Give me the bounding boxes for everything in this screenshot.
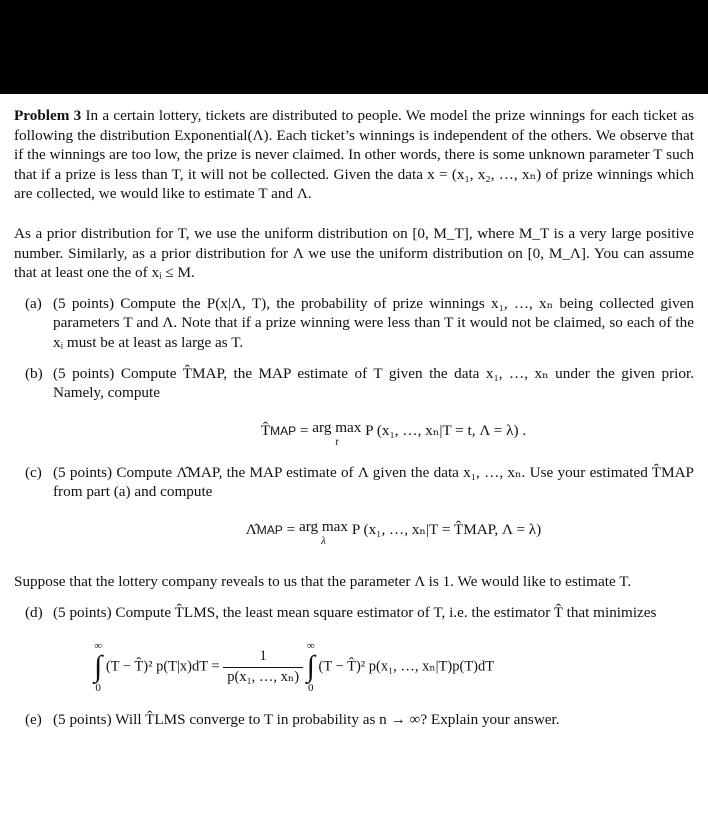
integral-left-sign: ∫ [94, 650, 103, 684]
problem-intro-text: In a certain lottery, tickets are distributed to people. We model the prize winnings for each ticket as following the distribution Exponential(Λ). Each ticket’s winnings is independent of the others. We observe that if the winnings are too low, the prize is never claimed. In other words, there is some unknown parameter T such that if a prize is less than T, it will not be collected. Given the data x = (x₁, x₂, …, xₙ) of prize winnings which are collected, we would like to estimate T and Λ. [14, 107, 694, 203]
problem-intro [14, 106, 694, 204]
eq-b-sub: MAP [270, 423, 297, 438]
integral-left-upper: ∞ [94, 640, 103, 653]
part-e [14, 710, 694, 730]
part-c-label: (c) [25, 463, 42, 481]
integral-right-lower: 0 [308, 682, 314, 695]
problem-title: Problem 3 [14, 107, 82, 124]
eq-b-lhs: T̂ [260, 421, 271, 439]
eq-c-rhs: P (x₁, …, xₙ|T = T̂MAP, Λ = λ) [351, 520, 542, 538]
part-d-integral-equation [14, 640, 694, 694]
part-b [14, 364, 694, 449]
part-a-text: (5 points) Compute the P(x|Λ, T), the probability of prize winnings x₁, …, xₙ being collected given parameters T and Λ. Note that if a prize winning were less than T it would not be claimed, so each of the xᵢ must be at least as large as T. [53, 294, 694, 351]
part-c-equation: Λ̂MAP = arg max λ P (x₁, …, xₙ|T = T̂MAP, Λ = λ) [245, 517, 542, 547]
part-e-label: (e) [25, 711, 42, 729]
part-b-equation: T̂MAP = arg max t P (x₁, …, xₙ|T = t, Λ = λ) . [260, 418, 527, 448]
eq-c-argmax: arg max λ [298, 517, 349, 547]
part-b-label: (b) [25, 364, 43, 382]
eq-b-rhs: P (x₁, …, xₙ|T = t, Λ = λ) . [365, 421, 527, 439]
integral-right [307, 640, 315, 694]
eq-b-argmax: arg max t [312, 418, 362, 448]
part-d-label: (d) [25, 603, 43, 621]
eq-c-lhs: Λ̂ [245, 520, 257, 538]
rhs-integrand: (T − T̂)² p(x₁, …, xₙ|T)p(T)dT [318, 658, 495, 675]
problem-document [14, 106, 694, 730]
integral-right-sign: ∫ [306, 650, 315, 684]
normalizing-fraction [223, 647, 303, 687]
part-a [14, 294, 694, 353]
part-c-text: (5 points) Compute Λ̂MAP, the MAP estimate of Λ given the data x₁, …, xₙ. Use your estimated T̂MAP from part (a) and compute [53, 463, 694, 501]
part-b-text: (5 points) Compute T̂MAP, the MAP estimate of T given the data x₁, …, xₙ under the given prior. Namely, compute [53, 364, 694, 402]
reveal-paragraph: Suppose that the lottery company reveals to us that the parameter Λ is 1. We would like to estimate T. [14, 572, 632, 590]
integral-left [94, 640, 102, 694]
part-c [14, 463, 694, 548]
fraction-numerator: 1 [223, 647, 303, 668]
part-d [14, 603, 694, 623]
eq-c-sub: MAP [256, 522, 283, 537]
eq-b-argmax-var: t [335, 435, 339, 448]
eq-c-argmax-var: λ [321, 534, 326, 547]
lhs-integrand: (T − T̂)² p(T|x)dT = [105, 658, 220, 675]
black-header-band [0, 0, 708, 94]
part-e-text: (5 points) Will T̂LMS converge to T in probability as n → ∞? Explain your answer. [53, 711, 560, 729]
part-d-text: (5 points) Compute T̂LMS, the least mean square estimator of T, i.e. the estimator T̂ that minimizes [53, 603, 657, 621]
prior-paragraph: As a prior distribution for T, we use the uniform distribution on [0, M_T], where M_T is a very large positive number. Similarly, as a prior distribution for Λ we use the uniform distribution on [0, M_Λ]. You can assume that at least one the of xᵢ ≤ M. [14, 224, 694, 282]
integral-right-upper: ∞ [306, 640, 315, 653]
integral-left-lower: 0 [95, 682, 101, 695]
part-a-label: (a) [25, 294, 42, 312]
fraction-denominator: p(x₁, …, xₙ) [227, 668, 300, 685]
